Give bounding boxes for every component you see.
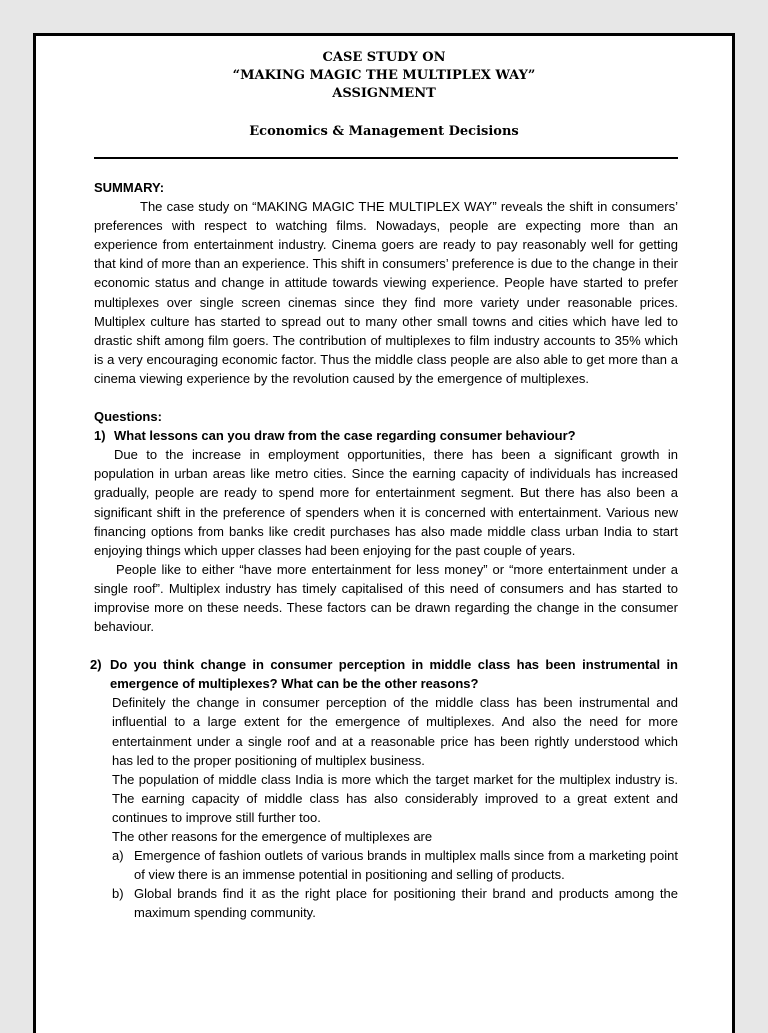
answer-2 bbox=[112, 693, 678, 846]
header-divider bbox=[94, 157, 678, 159]
title-line-2: “MAKING MAGIC THE MULTIPLEX WAY” bbox=[232, 68, 536, 83]
question-2 bbox=[90, 655, 678, 693]
list-item-b bbox=[112, 884, 678, 922]
question-1-number: 1) bbox=[94, 428, 106, 444]
answer-1-paragraph-2: People like to either “have more entertainment for less money” or “more entertainment under a single roof”. Multiplex industry has timely capitalised of this need of consumers and has started to improvise more on these needs. These factors can be drawn regarding the change in the consumer behaviour. bbox=[94, 561, 678, 635]
question-2-text: Do you think change in consumer perception in middle class has been instrumental in emergence of multiplexes? What can be the other reasons? bbox=[110, 657, 678, 692]
document-header bbox=[36, 49, 732, 141]
answer-2-paragraph-2: The population of middle class India is more which the target market for the multiplex industry is. The earning capacity of middle class has also considerably improved to a great extent and continues to improve still further too. bbox=[112, 771, 678, 825]
list-item-b-text: Global brands find it as the right place for positioning their brand and products among the maximum spending community. bbox=[134, 886, 678, 921]
list-item-a bbox=[112, 846, 678, 884]
answer-2-paragraph-1: Definitely the change in consumer perception of the middle class has been instrumental and influential to a large extent for the emergence of multiplexes. And also the need for more entertainment under a single roof and at a reasonable price has been rightly understood which has led to the proper positioning of multiplex business. bbox=[112, 695, 678, 768]
question-1 bbox=[94, 426, 678, 445]
document-body bbox=[90, 178, 678, 922]
spacer bbox=[94, 388, 678, 407]
summary-paragraph: The case study on “MAKING MAGIC THE MULTIPLEX WAY” reveals the shift in consumers’ preferences with respect to watching films. Nowadays, people are expecting more than an experience from entertainment industry. Cinema goers are ready to pay reasonably well for getting that kind of more than an experience. This shift in consumers’ preference is due to the change in their economic status and change in attitude towards viewing experience. People have started to prefer multiplexes over single screen cinemas since they find more variety under reasonable prices. Multiplex culture has started to spread out to many other small towns and cities which have led to drastic shift among film goers. The contribution of multiplexes to film industry accounts to 35% which is a very encouraging economic factor. Thus the middle class people are also able to get more than a cinema viewing experience by the revolution caused by the emergence of multiplexes. bbox=[94, 199, 678, 386]
list-item-b-label: b) bbox=[112, 886, 124, 902]
title-line-1: CASE STUDY ON bbox=[322, 50, 446, 65]
questions-heading: Questions: bbox=[94, 409, 162, 425]
document-subtitle: Economics & Management Decisions bbox=[249, 124, 519, 139]
question-1-text: What lessons can you draw from the case regarding consumer behaviour? bbox=[114, 428, 576, 444]
list-item-a-text: Emergence of fashion outlets of various brands in multiplex malls since from a marketing point of view there is an immense potential in positioning and selling of products. bbox=[134, 848, 678, 883]
title-line-3: ASSIGNMENT bbox=[332, 86, 436, 101]
question-2-number: 2) bbox=[90, 657, 102, 673]
answer-1-paragraph-1: Due to the increase in employment opportunities, there has been a significant growth in population in urban areas like metro cities. Since the earning capacity of individuals has increased gradually, people are ready to spend more for entertainment segment. But there has also been a significant shift in the preference of spenders when it is concerned with entertainment. Various new financing options from banks like credit purchases has also made middle class urban India to start enjoying things which upper classes had been enjoying for the past couple of years. bbox=[94, 447, 678, 558]
spacer bbox=[94, 636, 678, 655]
answer-2-paragraph-3: The other reasons for the emergence of multiplexes are bbox=[112, 829, 433, 844]
list-item-a-label: a) bbox=[112, 848, 124, 864]
document-page bbox=[33, 33, 735, 1033]
summary-heading: SUMMARY: bbox=[94, 180, 165, 195]
